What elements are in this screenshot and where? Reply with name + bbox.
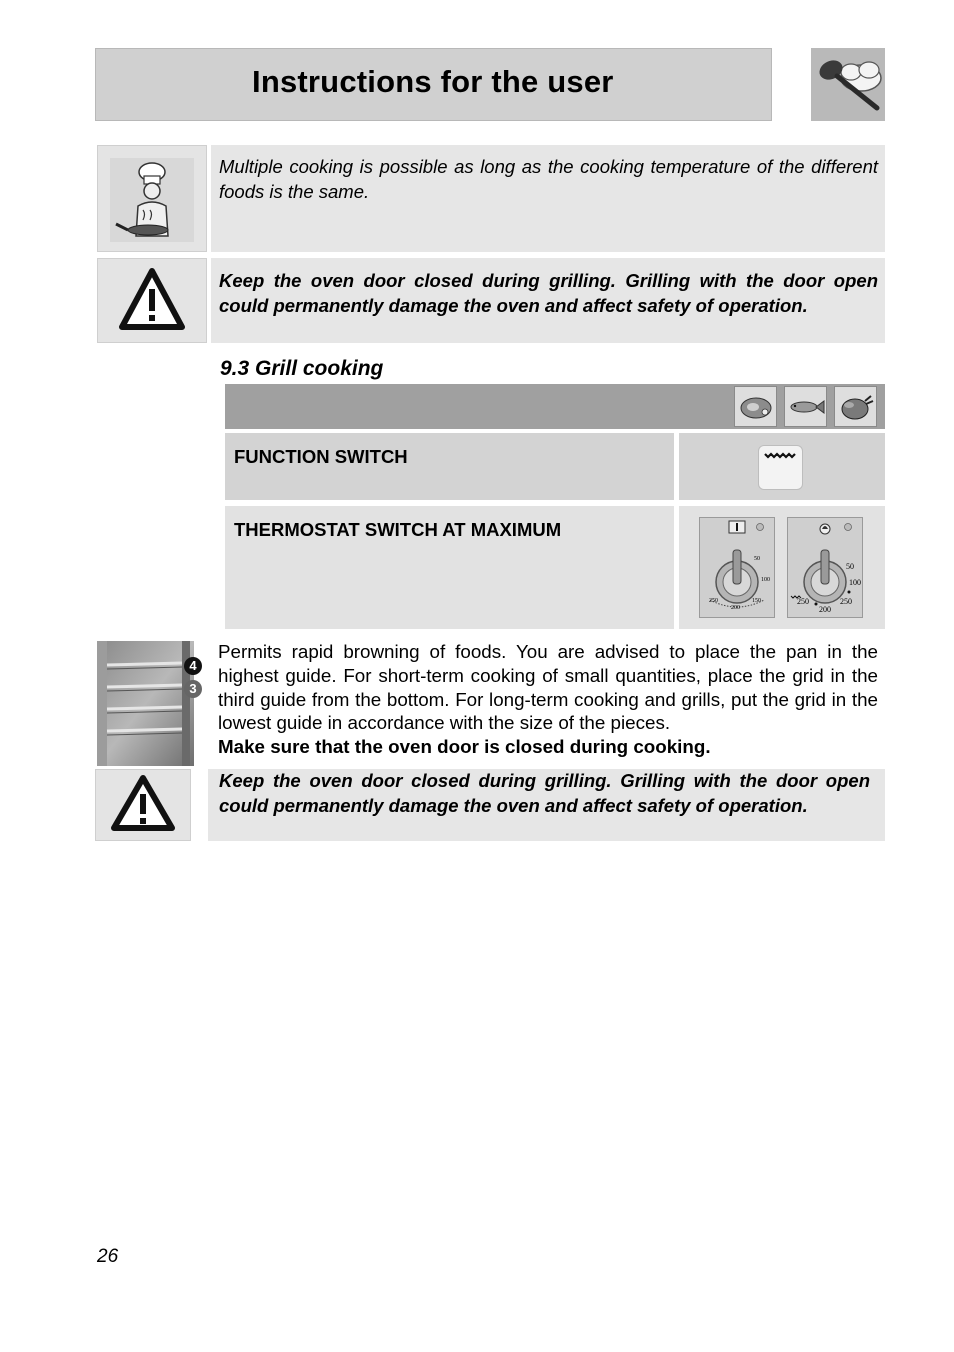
- chef-note-text: Multiple cooking is possible as long as the cooking temperature of the different foods is the same.: [219, 156, 878, 202]
- function-switch-label: FUNCTION SWITCH: [234, 446, 408, 467]
- chicken-icon: [834, 386, 877, 427]
- shelf-guide-3-badge: 3: [184, 680, 202, 698]
- warning-triangle-icon: [96, 770, 190, 840]
- knob-left-tick: 50: [754, 556, 760, 562]
- door-closed-note: Make sure that the oven door is closed during cooking.: [218, 736, 711, 758]
- knob-left-tick: 150: [752, 598, 761, 604]
- section-heading: 9.3 Grill cooking: [220, 357, 384, 380]
- page-number: 26: [97, 1246, 119, 1267]
- page-title: Instructions for the user: [252, 64, 614, 99]
- spoon-and-chef-hat-icon: [811, 48, 885, 121]
- knob-right-tick: 200: [819, 605, 831, 614]
- knob-right-tick: 250: [797, 597, 809, 606]
- warning-text-bottom: Keep the oven door closed during grilling. Grilling with the door open could permanently damage the oven and affect safety of operation.: [219, 770, 870, 816]
- grill-description-text: Permits rapid browning of foods. You are advised to place the pan in the highest guide. For short-term cooking of small quantities, place the grid in the third guide from the bottom. For long-term cooking and grills, put the grid in the lowest guide in accordance with the size of the pieces.: [218, 641, 878, 734]
- fish-icon: [784, 386, 827, 427]
- meat-icon: [734, 386, 777, 427]
- warning-icon-cell-top: [97, 258, 207, 343]
- shelf-guide-4-badge: 4: [184, 657, 202, 675]
- chef-icon: [98, 146, 206, 251]
- knob-right-tick: 50: [846, 562, 854, 571]
- knob-left-tick: 250: [709, 598, 718, 604]
- grill-symbol-icon: [758, 445, 803, 490]
- warning-triangle-icon: [98, 259, 206, 342]
- knob-right-tick: 250: [840, 597, 852, 606]
- knob-left-tick: 200: [731, 605, 740, 611]
- oven-shelf-guides-icon: [97, 641, 194, 766]
- grill-description: [218, 640, 878, 759]
- knob-right-tick: 100: [849, 578, 861, 587]
- warning-text-top: Keep the oven door closed during grilling. Grilling with the door open could permanently damage the oven and affect safety of operation.: [219, 270, 878, 316]
- knob-left-tick: 100: [761, 577, 770, 583]
- thermostat-label: THERMOSTAT SWITCH AT MAXIMUM: [234, 519, 562, 540]
- chef-icon-cell: [97, 145, 207, 252]
- warning-icon-cell-bottom: [95, 769, 191, 841]
